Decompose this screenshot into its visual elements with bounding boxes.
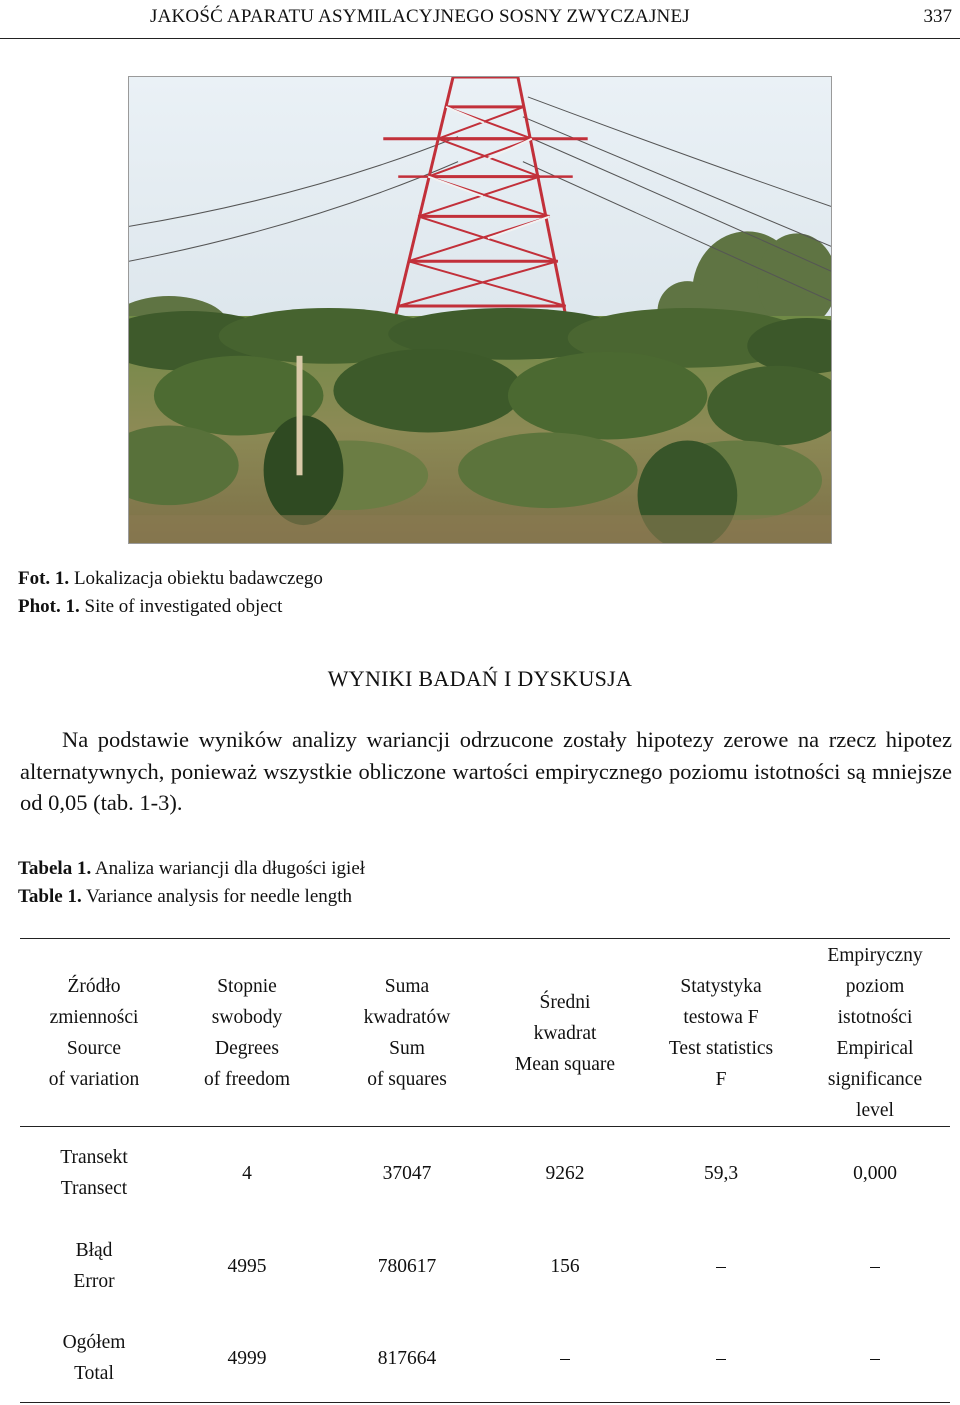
row-total-df: 4999 [227,1347,267,1369]
header-significance-level: Empiryczny poziom istotności Empirical significance level [827,945,923,1121]
figure-caption-pl-text: Lokalizacja obiektu badawczego [73,568,323,589]
section-heading: WYNIKI BADAŃ I DYSKUSJA [327,666,633,691]
row-transect-ss: 37047 [382,1162,432,1184]
site-photo-drawing [129,77,831,543]
header-source: Źródło zmienności Source of variation [48,976,140,1090]
table-caption-pl [18,858,365,880]
page-number: 337 [923,6,952,27]
table-header-rule [20,1126,950,1127]
row-error-source: Błąd Error [73,1240,115,1292]
row-transect-source: Transekt Transect [60,1147,128,1199]
table-caption-pl-text: Analiza wariancji dla długości igieł [94,858,366,879]
row-total-p: – [870,1347,880,1369]
running-title: JAKOŚĆ APARATU ASYMILACYJNEGO SOSNY ZWYCZAJNEJ [150,6,690,27]
row-error-ss: 780617 [377,1255,437,1277]
header-sum-of-squares: Suma kwadratów Sum of squares [363,976,451,1090]
site-photo [128,76,832,544]
running-head [0,0,960,39]
header-test-statistics: Statystyka testowa F Test statistics F [668,976,774,1090]
row-transect-ms: 9262 [545,1162,585,1184]
table-caption-en-label: Table 1. [18,886,82,907]
figure-caption-en [18,596,282,618]
figure-caption-pl [18,568,323,590]
table-top-rule [20,938,950,939]
row-transect-f: 59,3 [703,1162,739,1184]
header-mean-square: Średni kwadrat Mean square [514,991,616,1075]
row-total-ms: – [560,1347,570,1369]
figure-caption-pl-label: Fot. 1. [18,568,70,589]
row-error-p: – [870,1255,880,1277]
row-transect-p: 0,000 [853,1162,897,1184]
figure-caption-en-text: Site of investigated object [84,596,283,617]
table-caption-en [18,886,352,908]
row-total-f: – [716,1347,726,1369]
table-bottom-rule [20,1402,950,1403]
row-error-f: – [716,1255,726,1277]
row-total-source: Ogółem Total [62,1332,126,1384]
row-error-df: 4995 [227,1255,267,1277]
table-caption-pl-label: Tabela 1. [18,858,92,879]
body-paragraph: Na podstawie wyników analizy wariancji odrzucone zostały hipotezy zerowe na rzecz hipotez alternatywnych, ponieważ wszystkie obliczone wartości empirycznego poziomu istotności są mniejsze od 0,05 (tab. 1-3). [20,727,952,815]
foreground-grass [129,515,831,543]
figure-caption-en-label: Phot. 1. [18,596,80,617]
row-error-ms: 156 [550,1255,580,1277]
table-caption-en-text: Variance analysis for needle length [86,886,353,907]
row-total-ss: 817664 [377,1347,437,1369]
row-transect-df: 4 [242,1162,252,1184]
header-degrees-of-freedom: Stopnie swobody Degrees of freedom [203,976,291,1090]
